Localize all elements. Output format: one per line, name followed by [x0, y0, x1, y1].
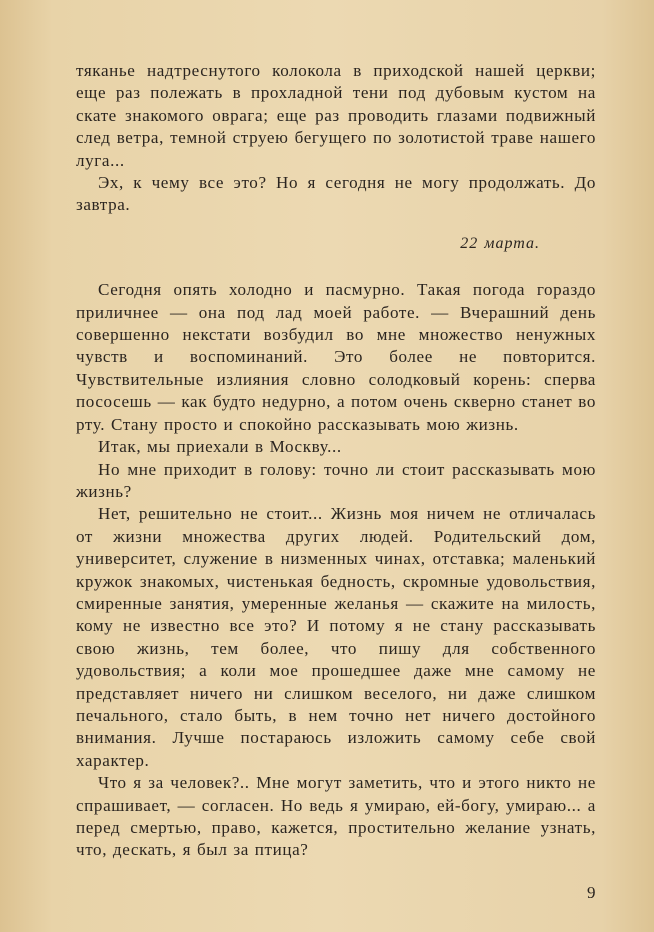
paragraph: Нет, решительно не стоит... Жизнь моя ничем не отличалась от жизни множества других людей. Родительский дом, университет, служение в низменных чинах, отставка; маленький кружок знакомых, чистенькая бедность, скромные удовольствия, смиренные занятия, умеренные желанья — скажите на милость, кому не известно все это? И потому я не стану рассказывать свою жизнь, тем более, что пишу для собственного удовольствия; а коли мое прошедшее даже мне самому не представляет ничего ни слишком веселого, ни даже слишком печального, стало быть, в нем точно нет ничего достойного внимания. Лучше постараюсь изложить самому себе свой характер. [76, 504, 596, 770]
paragraph: Итак, мы приехали в Москву... [98, 437, 342, 457]
diary-date: 22 марта. [460, 234, 540, 252]
paragraph: Что я за человек?.. Мне могут заметить, что и этого никто не спрашивает, — согласен. Но ведь я умираю, ей-богу, умираю... а перед смертью, право, кажется, простительно желание узнать, что, дескать, я был за птица? [76, 773, 596, 860]
paragraph: Но мне приходит в голову: точно ли стоит рассказывать мою жизнь? [76, 459, 596, 501]
page-text [76, 60, 596, 862]
paragraph: Эх, к чему все это? Но я сегодня не могу продолжать. До завтра. [76, 173, 596, 215]
paragraph: Сегодня опять холодно и пасмурно. Такая погода гораздо приличнее — она под лад моей работе. — Вчерашний день совершенно некстати возбудил во мне множество ненужных чувств и воспоминаний. Это более не повторится. Чувствительные излияния словно солодковый корень: сперва пососешь — как будто недурно, а потом очень скверно станет во рту. Стану просто и спокойно рассказывать мою жизнь. [76, 280, 596, 434]
paragraph-continued: тяканье надтреснутого колокола в приходской нашей церкви; еще раз полежать в прохладной тени под дубовым кустом на скате знакомого оврага; еще раз проводить глазами подвижный след ветра, темной струею бегущего по золотистой траве нашего луга... [76, 61, 596, 170]
page-number: 9 [587, 883, 596, 902]
